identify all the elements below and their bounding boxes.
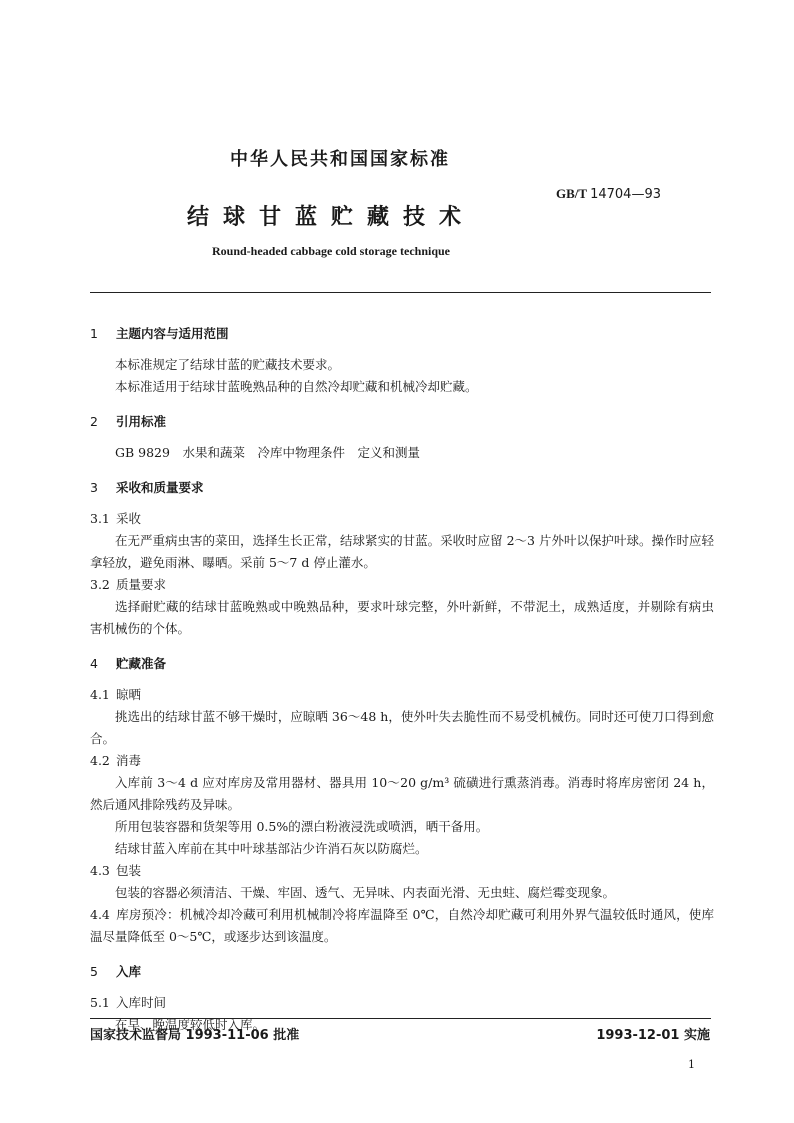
- section-heading-5: 5 入库: [90, 964, 142, 979]
- paragraph: 本标准规定了结球甘蓝的贮藏技术要求。: [115, 357, 341, 372]
- section-heading-4: 4 贮藏准备: [90, 656, 167, 671]
- paragraph: 本标准适用于结球甘蓝晚熟品种的自然冷却贮藏和机械冷却贮藏。: [115, 379, 478, 394]
- paragraph: 在早、晚温度较低时入库。: [115, 1017, 266, 1032]
- paragraph: 结球甘蓝入库前在其中叶球基部沾少许消石灰以防腐烂。: [115, 841, 428, 856]
- implementation-date: 1993-12-01 实施: [596, 1028, 710, 1043]
- subsection-4-4: 4.4 库房预冷：机械冷却冷藏可利用机械制冷将库温降至 0℃，自然冷却贮藏可利用外界气温较低时通风，使库温尽量降低至 0～5℃，或逐步达到该温度。: [90, 907, 714, 944]
- footer-divider: [90, 1018, 711, 1019]
- subsection-heading-3-1: 3.1 采收: [90, 511, 142, 526]
- approval-date: 国家技术监督局 1993-11-06 批准: [90, 1028, 300, 1043]
- subsection-heading-4-1: 4.1 晾晒: [90, 687, 142, 702]
- page-number: 1: [688, 1058, 695, 1071]
- section-heading-2: 2 引用标准: [90, 414, 167, 429]
- paragraph: 挑选出的结球甘蓝不够干燥时，应晾晒 36～48 h，使外叶失去脆性而不易受机械伤。同时还可使刀口得到愈合。: [90, 709, 714, 746]
- paragraph: 包装的容器必须清洁、干燥、牢固、透气、无异味、内表面光滑、无虫蛀、腐烂霉变现象。: [115, 885, 616, 900]
- subsection-heading-3-2: 3.2 质量要求: [90, 577, 167, 592]
- standard-code-prefix: GB/T: [556, 186, 587, 201]
- section-heading-3: 3 采收和质量要求: [90, 480, 204, 495]
- standard-code-number: 14704—93: [590, 187, 661, 202]
- subsection-heading-5-1: 5.1 入库时间: [90, 995, 167, 1010]
- document-title: 结球甘蓝贮藏技术: [186, 205, 475, 230]
- issuing-authority-heading: 中华人民共和国国家标准: [230, 149, 450, 170]
- document-subtitle-english: Round-headed cabbage cold storage technique: [211, 244, 450, 258]
- section-heading-1: 1 主题内容与适用范围: [90, 326, 229, 341]
- paragraph: GB 9829 水果和蔬菜 冷库中物理条件 定义和测量: [115, 445, 420, 460]
- paragraph: 所用包装容器和货架等用 0.5%的漂白粉液浸洗或喷洒，晒干备用。: [115, 819, 489, 834]
- paragraph: 选择耐贮藏的结球甘蓝晚熟或中晚熟品种，要求叶球完整，外叶新鲜，不带泥土，成熟适度，并剔除有病虫害机械伤的个体。: [90, 599, 714, 636]
- header-divider: [90, 292, 711, 293]
- paragraph: 入库前 3～4 d 应对库房及常用器材、器具用 10～20 g/m³ 硫磺进行熏蒸消毒。消毒时将库房密闭 24 h，然后通风排除残药及异味。: [90, 775, 714, 812]
- paragraph: 在无严重病虫害的菜田，选择生长正常，结球紧实的甘蓝。采收时应留 2～3 片外叶以保护叶球。操作时应轻拿轻放，避免雨淋、曝晒。采前 5～7 d 停止灌水。: [90, 533, 714, 570]
- subsection-heading-4-2: 4.2 消毒: [90, 753, 142, 768]
- document-body: [90, 323, 714, 1036]
- subsection-heading-4-3: 4.3 包装: [90, 863, 142, 878]
